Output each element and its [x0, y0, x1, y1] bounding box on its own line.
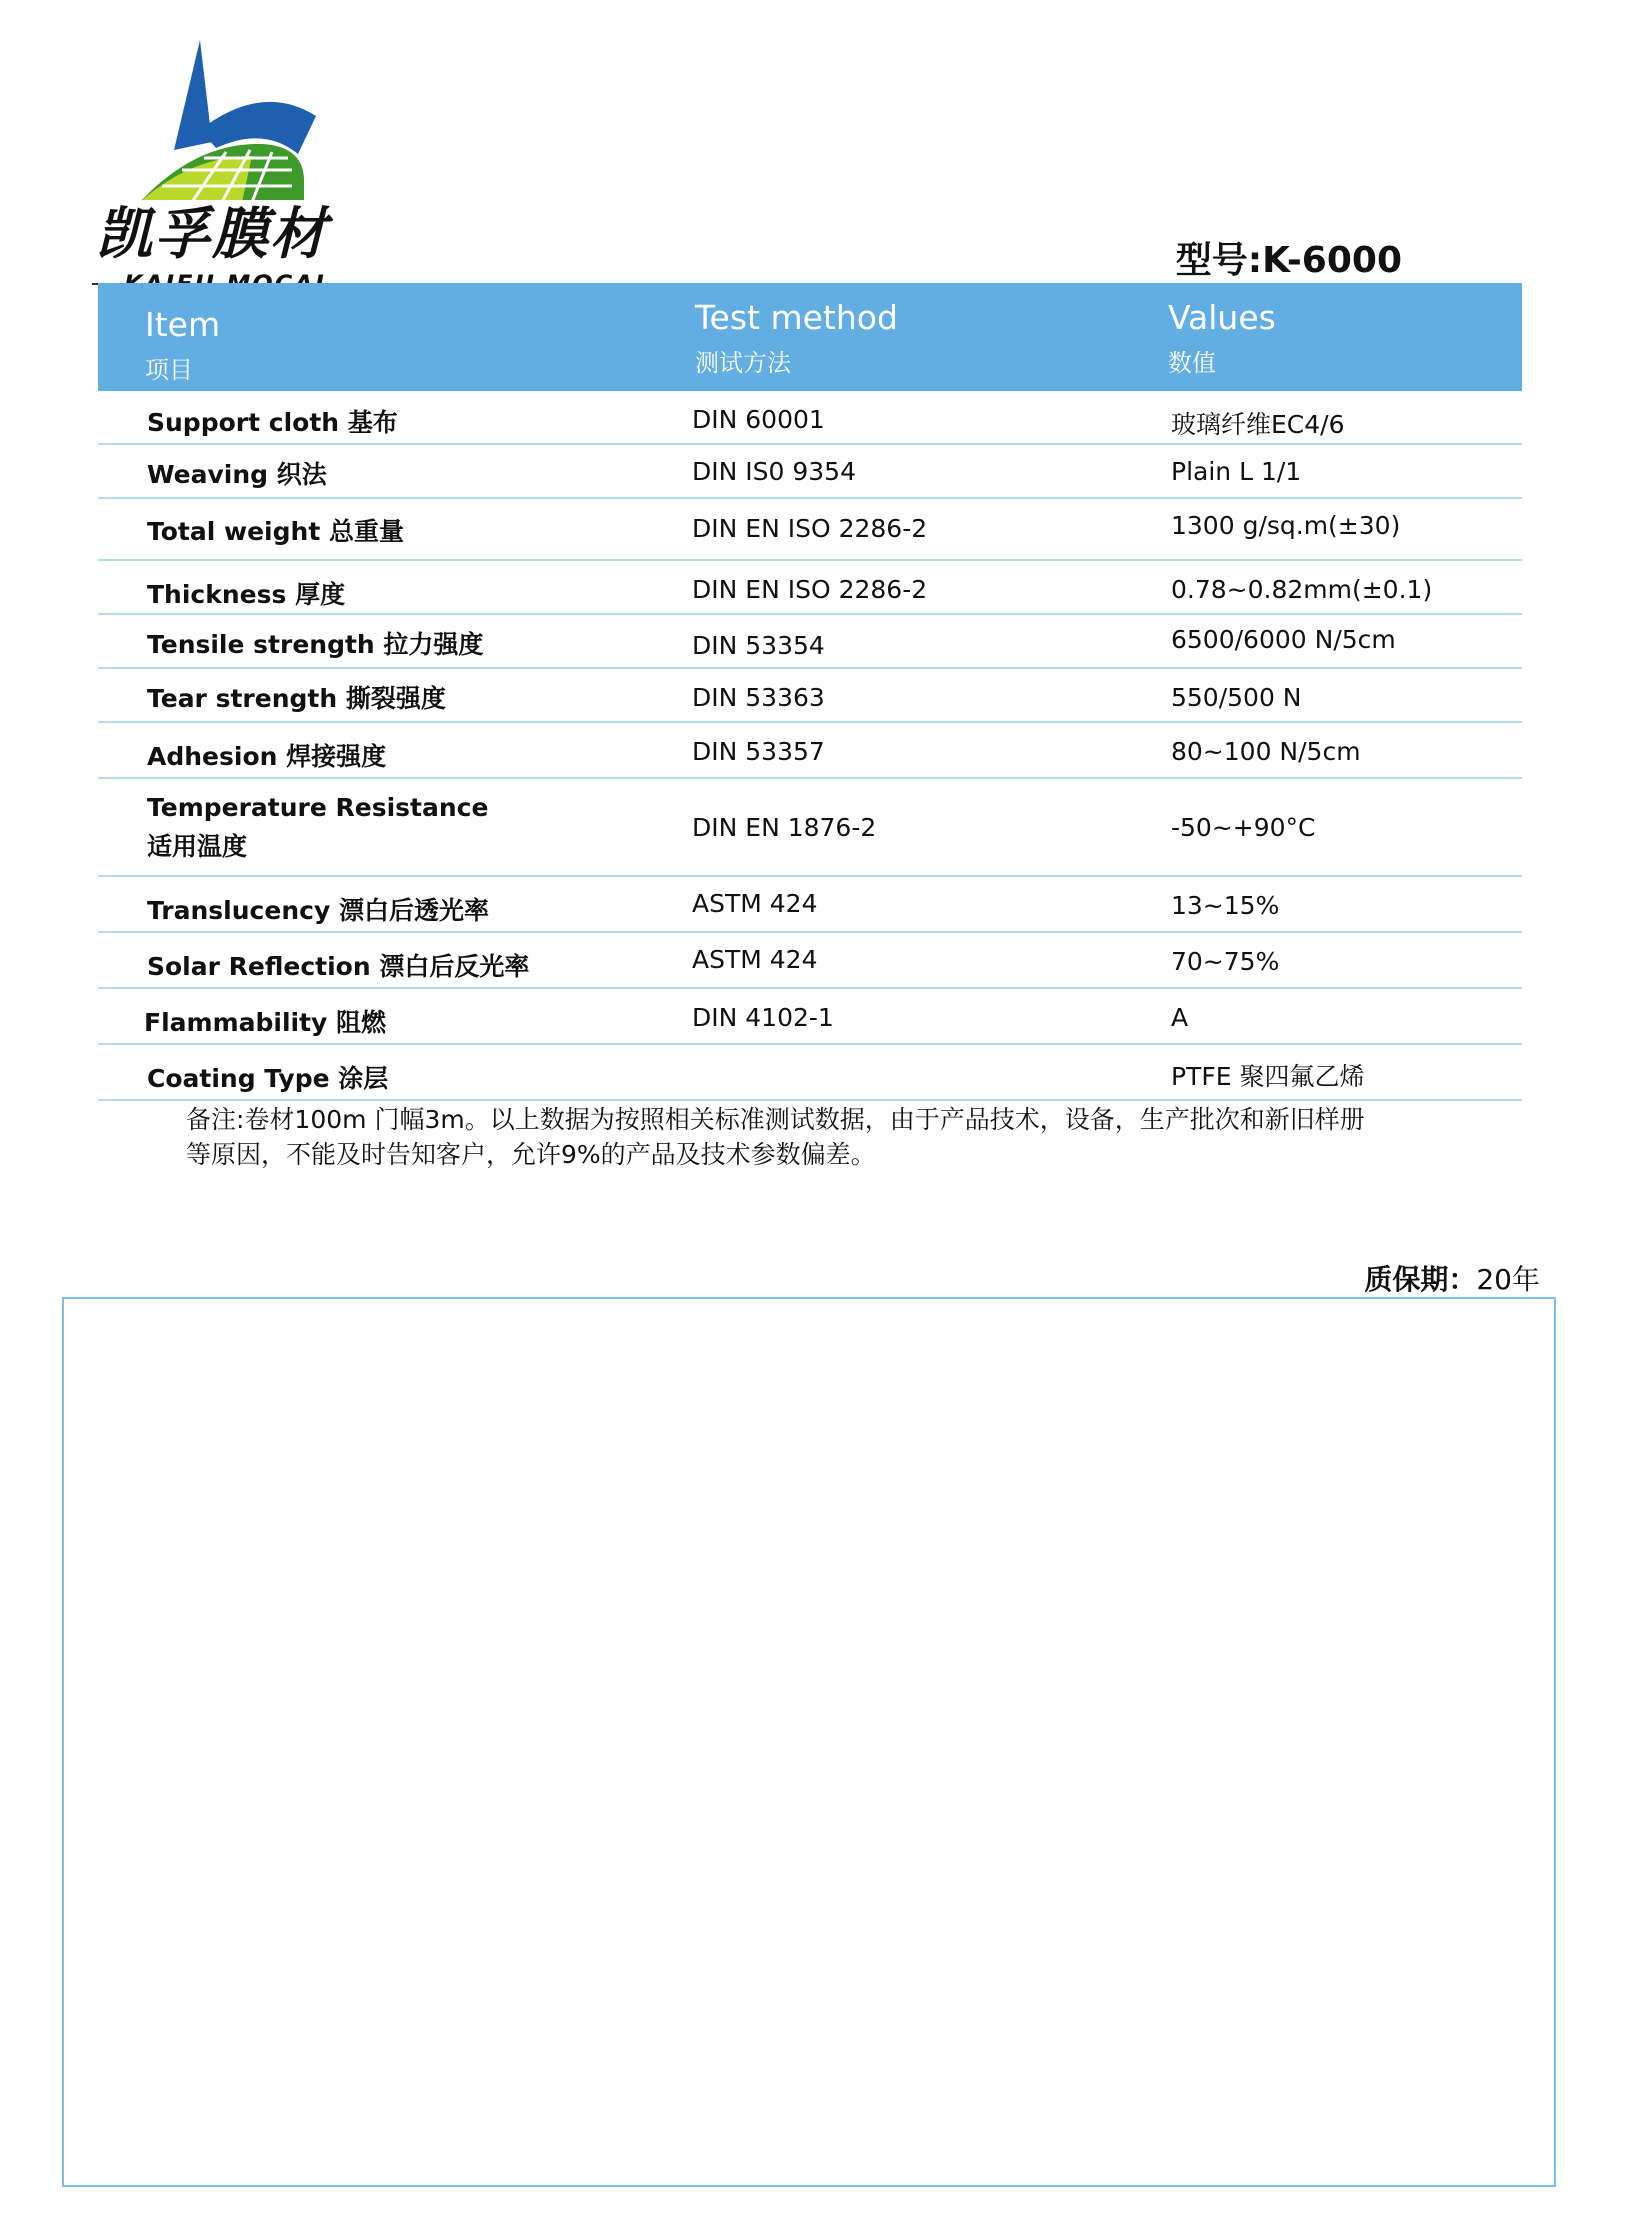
row-value: 1300 g/sq.m(±30) [1171, 511, 1401, 540]
row-method: DIN IS0 9354 [692, 457, 856, 486]
row-value: PTFE 聚四氟乙烯 [1171, 1062, 1365, 1091]
row-value: Plain L 1/1 [1171, 457, 1302, 486]
table-row [98, 391, 1522, 445]
header-item-en: Item [145, 305, 221, 344]
table-row [98, 723, 1522, 779]
remarks-line-1: 备注:卷材100m 门幅3m。以上数据为按照相关标准测试数据，由于产品技术，设备，生产批次和新旧样册 [186, 1105, 1365, 1134]
row-method: DIN 60001 [692, 405, 825, 434]
header-method-cn: 测试方法 [695, 349, 791, 377]
row-value: 80~100 N/5cm [1171, 737, 1361, 766]
table-row [98, 1045, 1522, 1101]
row-value: 玻璃纤维EC4/6 [1171, 410, 1345, 439]
row-item: Thickness 厚度 [147, 580, 346, 609]
row-item: Translucency 漂白后透光率 [147, 896, 489, 925]
table-row [98, 669, 1522, 723]
row-method: DIN EN 1876-2 [692, 813, 877, 842]
warranty-value: 20年 [1476, 1263, 1540, 1296]
table-row [98, 933, 1522, 989]
remarks-note [186, 1102, 1436, 1172]
row-method: DIN 53357 [692, 737, 825, 766]
model-number: 型号:K-6000 [1175, 240, 1402, 281]
row-method: DIN 53354 [692, 631, 825, 660]
row-value: -50~+90°C [1171, 813, 1316, 842]
spec-table [98, 283, 1522, 1101]
row-item-line2: 适用温度 [147, 832, 248, 861]
row-method: ASTM 424 [692, 945, 818, 974]
header-method [695, 298, 898, 378]
row-item: Solar Reflection 漂白后反光率 [147, 952, 530, 981]
row-value: 550/500 N [1171, 683, 1302, 712]
warranty-period [1364, 1258, 1540, 1298]
table-row [98, 561, 1522, 615]
row-value: A [1171, 1003, 1189, 1032]
warranty-label: 质保期： [1364, 1263, 1477, 1296]
logo-mark-icon [92, 30, 362, 200]
table-row [98, 615, 1522, 669]
table-row [98, 499, 1522, 561]
row-item: Tear strength 撕裂强度 [147, 684, 446, 713]
row-item: Total weight 总重量 [147, 517, 404, 546]
table-row [98, 877, 1522, 933]
table-row [98, 445, 1522, 499]
header-item-cn: 项目 [145, 356, 193, 384]
header-value-en: Values [1168, 298, 1276, 337]
row-item: Adhesion 焊接强度 [147, 742, 387, 771]
row-item: Weaving 织法 [147, 460, 327, 489]
row-method: DIN EN ISO 2286-2 [692, 514, 928, 543]
row-item: Temperature Resistance [147, 793, 489, 822]
header-value-cn: 数值 [1168, 349, 1216, 377]
brand-logo [92, 30, 362, 280]
row-value: 13~15% [1171, 891, 1280, 920]
row-method: DIN 53363 [692, 683, 825, 712]
row-item: Support cloth 基布 [147, 408, 398, 437]
header-value [1168, 298, 1276, 378]
row-value: 6500/6000 N/5cm [1171, 625, 1396, 654]
row-item: Tensile strength 拉力强度 [147, 630, 484, 659]
blank-content-frame [62, 1297, 1556, 2187]
brand-name-cn: 凯孚膜材 [96, 202, 328, 267]
row-method: DIN 4102-1 [692, 1003, 834, 1032]
row-value: 70~75% [1171, 947, 1280, 976]
table-header [98, 283, 1522, 391]
row-item: Flammability 阻燃 [144, 1008, 387, 1037]
remarks-line-2: 等原因，不能及时告知客户，允许9%的产品及技术参数偏差。 [186, 1140, 876, 1169]
row-method: DIN EN ISO 2286-2 [692, 575, 928, 604]
table-row [98, 989, 1522, 1045]
row-item: Coating Type 涂层 [147, 1064, 389, 1093]
row-method: ASTM 424 [692, 889, 818, 918]
row-value: 0.78~0.82mm(±0.1) [1171, 575, 1433, 604]
header-method-en: Test method [695, 298, 898, 337]
header-item [145, 305, 220, 385]
table-row [98, 779, 1522, 877]
